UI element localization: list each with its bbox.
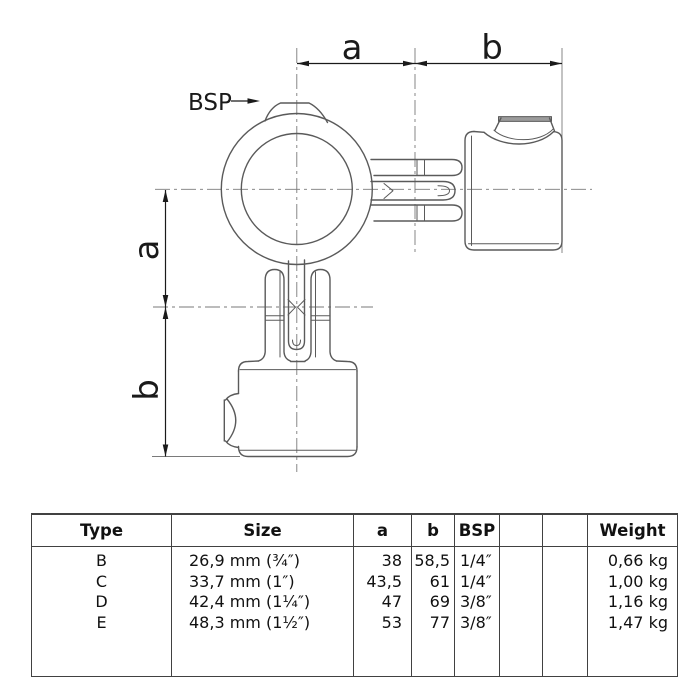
header-empty-1 (500, 514, 543, 547)
dim-label-top-a: a (341, 28, 363, 68)
cell-empty (543, 547, 588, 572)
cell-a: 53 (354, 613, 412, 634)
cell-size: 26,9 mm (¾″) (172, 547, 354, 572)
cell-type: C (95, 571, 108, 591)
right-sleeve-collar-band (499, 117, 552, 122)
fork-right-tongue-notch (384, 184, 393, 199)
spec-table (31, 513, 678, 677)
cell-a: 38 (354, 547, 412, 572)
bsp-arrowhead (248, 98, 261, 104)
header-type: Type (32, 514, 172, 547)
right-sleeve-top-stub (474, 132, 484, 133)
cell-b: 58,5 (412, 547, 455, 572)
cell-size: 42,4 mm (1¼″) (172, 592, 354, 613)
header-bsp: BSP (455, 514, 500, 547)
cell-type: B (96, 551, 107, 570)
table-row-c (32, 572, 678, 593)
cell-empty (500, 592, 543, 613)
ring-top-boss (265, 103, 328, 123)
header-empty-2 (543, 514, 588, 547)
fork-lower-band-lines (265, 316, 330, 321)
dim-label-left-b: b (127, 379, 167, 401)
cell-empty (500, 613, 543, 634)
cell-bsp: 1/4″ (455, 572, 500, 593)
cell-bsp: 1/4″ (455, 547, 500, 572)
cell-b: 77 (412, 613, 455, 634)
cell-size: 48,3 mm (1½″) (172, 613, 354, 634)
header-b: b (412, 514, 455, 547)
cell-a: 47 (354, 592, 412, 613)
fitting-contours (221, 103, 562, 457)
header-a: a (354, 514, 412, 547)
cell-empty (500, 572, 543, 593)
cell-size: 33,7 mm (1″) (172, 572, 354, 593)
cell-empty (543, 613, 588, 634)
cell-type: D (95, 592, 108, 612)
fork-right-tongue-tip-inner (438, 186, 450, 196)
cell-bsp: 3/8″ (455, 592, 500, 613)
table-row-e (32, 613, 678, 634)
dim-label-left-a: a (127, 239, 167, 261)
cell-b: 69 (412, 592, 455, 613)
dim-label-top-b: b (481, 28, 503, 68)
cell-weight: 1,47 kg (588, 613, 678, 634)
cell-empty (543, 572, 588, 593)
table-row-b (32, 547, 678, 572)
header-weight: Weight (588, 514, 678, 547)
table-filler-row (32, 633, 678, 676)
cell-type: E (96, 612, 107, 632)
right-sleeve-body (465, 132, 562, 251)
cell-a: 43,5 (354, 572, 412, 593)
bottom-sleeve-boss-dome (227, 399, 236, 442)
cell-weight: 1,00 kg (588, 572, 678, 593)
bsp-label: BSP (188, 90, 232, 116)
right-sleeve-saddle-outer (484, 132, 554, 144)
header-size: Size (172, 514, 354, 547)
cell-bsp: 3/8″ (455, 613, 500, 634)
cell-weight: 0,66 kg (588, 547, 678, 572)
table-header-row (32, 514, 678, 547)
cell-weight: 1,16 kg (588, 592, 678, 613)
table-row-d (32, 592, 678, 613)
cell-empty (500, 547, 543, 572)
cell-empty (543, 592, 588, 613)
cell-b: 61 (412, 572, 455, 593)
fork-right-band-lines (417, 160, 425, 222)
fork-right-tongue (371, 182, 455, 201)
bottom-sleeve-bottom (239, 447, 358, 457)
